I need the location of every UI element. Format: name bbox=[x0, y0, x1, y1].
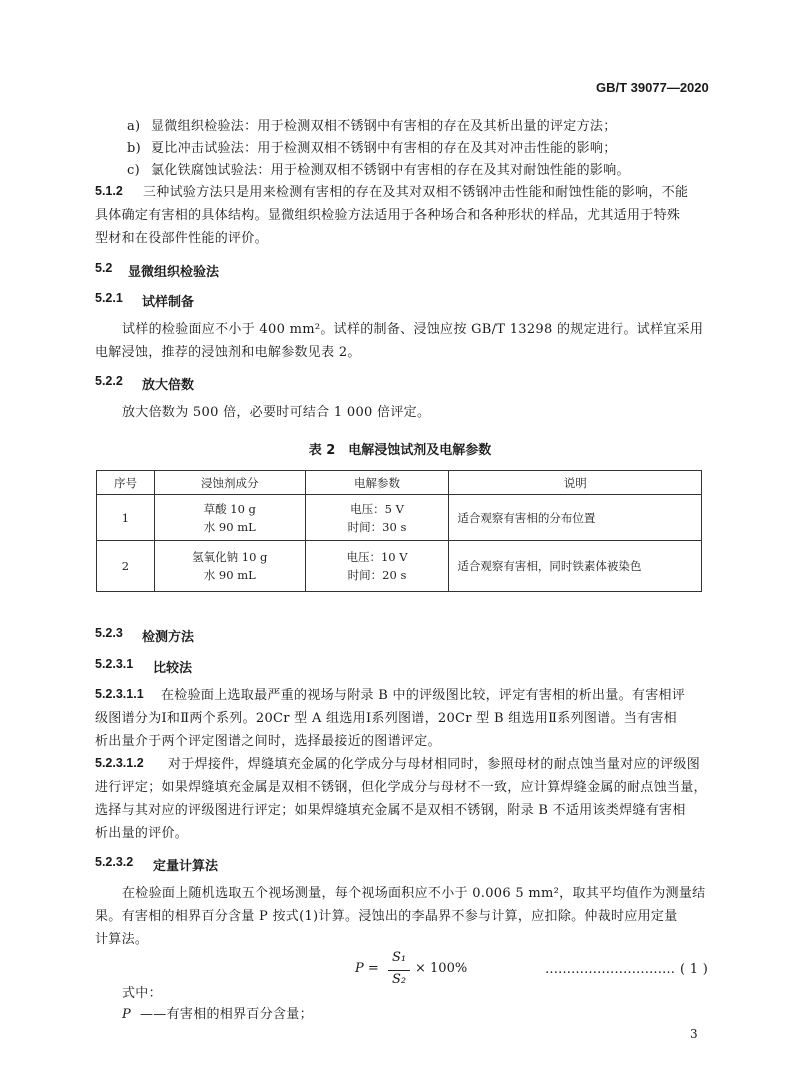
formula-fraction-bar bbox=[388, 970, 410, 971]
table-row bbox=[97, 541, 702, 592]
section-5-2-1-line1: 试样的检验面应不小于 400 mm²。试样的制备、浸蚀应按 GB/T 13298 的规定进行。试样宜采用 bbox=[122, 322, 704, 337]
table-cell-param bbox=[305, 541, 449, 592]
section-5-1-2-number: 5.1.2 bbox=[95, 184, 123, 198]
formula-denominator: S₂ bbox=[391, 972, 407, 987]
page-number: 3 bbox=[690, 1027, 698, 1041]
table-header-row bbox=[97, 471, 702, 495]
section-5-2-2-text: 放大倍数为 500 倍，必要时可结合 1 000 倍评定。 bbox=[122, 405, 431, 420]
list-item-c: 氯化铁腐蚀试验法：用于检测双相不锈钢中有害相的存在及其对耐蚀性能的影响。 bbox=[151, 163, 630, 178]
section-5-2-number: 5.2 bbox=[95, 261, 113, 275]
section-5-1-2-line2: 具体确定有害相的具体结构。显微组织检验方法适用于各种场合和各种形状的样品，尤其适用于特殊 bbox=[95, 208, 681, 223]
section-5-2-3-1-2-line2: 进行评定；如果焊缝填充金属是双相不锈钢，但化学成分与母材不一致，应计算焊缝金属的耐点蚀当量， bbox=[95, 780, 707, 795]
section-5-2-3-1-1-number: 5.2.3.1.1 bbox=[95, 687, 144, 701]
table-cell-note: 适合观察有害相，同时铁素体被染色 bbox=[449, 541, 702, 592]
formula-equation-number: ( 1 ) bbox=[680, 962, 709, 977]
section-5-1-2-line1: 三种试验方法只是用来检测有害相的存在及其对双相不锈钢冲击性能和耐蚀性能的影响，不能 bbox=[143, 185, 689, 200]
section-5-2-3-2-line3: 计算法。 bbox=[95, 932, 149, 947]
section-5-2-1-title: 试样制备 bbox=[142, 295, 195, 310]
reagent-line: 水 90 mL bbox=[203, 519, 256, 534]
section-5-2-3-1-number: 5.2.3.1 bbox=[95, 657, 134, 671]
list-item-a: 显微组织检验法：用于检测双相不锈钢中有害相的存在及其析出量的评定方法； bbox=[151, 119, 617, 134]
section-5-2-1-line2: 电解浸蚀，推荐的浸蚀剂和电解参数见表 2。 bbox=[95, 345, 361, 360]
table-header-cell: 说明 bbox=[449, 471, 702, 495]
section-5-2-3-1-1-line3: 析出量介于两个评定图谱之间时，选择最接近的图谱评定。 bbox=[95, 734, 441, 749]
formula-leader-dots: ………………………… bbox=[545, 962, 675, 977]
where-symbol-desc: ——有害相的相界百分含量； bbox=[140, 1007, 313, 1022]
list-item-a-marker: a) bbox=[127, 119, 141, 134]
section-5-2-3-1-2-line4: 析出量的评价。 bbox=[95, 826, 189, 841]
formula-lhs: P = bbox=[355, 961, 379, 976]
table-header-cell: 序号 bbox=[97, 471, 155, 495]
section-5-2-2-number: 5.2.2 bbox=[95, 374, 123, 388]
table-2 bbox=[96, 470, 702, 592]
reagent-line: 草酸 10 g bbox=[203, 501, 256, 516]
table-cell-no: 1 bbox=[97, 495, 155, 541]
section-5-2-3-number: 5.2.3 bbox=[95, 626, 123, 640]
formula-rhs: × 100% bbox=[415, 961, 468, 976]
section-5-2-1-number: 5.2.1 bbox=[95, 291, 123, 305]
table-cell-reagent bbox=[154, 541, 305, 592]
param-line: 时间：30 s bbox=[347, 519, 407, 534]
reagent-line: 水 90 mL bbox=[203, 568, 256, 582]
formula-numerator: S₁ bbox=[391, 950, 407, 965]
section-5-2-3-1-1-line2: 级图谱分为Ⅰ和Ⅱ两个系列。20Cr 型 A 组选用Ⅰ系列图谱，20Cr 型 B 组选用Ⅱ系列图谱。当有害相 bbox=[95, 711, 677, 726]
table-cell-note: 适合观察有害相的分布位置 bbox=[449, 495, 702, 541]
where-label: 式中： bbox=[122, 986, 162, 1001]
section-5-2-3-2-line2: 果。有害相的相界百分含量 P 按式(1)计算。浸蚀出的李晶界不参与计算，应扣除。仲裁时应用定量 bbox=[95, 909, 678, 924]
section-5-2-3-1-2-number: 5.2.3.1.2 bbox=[95, 756, 144, 770]
list-item-b: 夏比冲击试验法：用于检测双相不锈钢中有害相的存在及其对冲击性能的影响； bbox=[151, 141, 617, 156]
table-cell-reagent bbox=[154, 495, 305, 541]
where-symbol-p: P bbox=[122, 1007, 132, 1022]
section-5-2-3-title: 检测方法 bbox=[142, 630, 195, 645]
table-cell-no: 2 bbox=[97, 541, 155, 592]
table-2-caption: 表 2 电解浸蚀试剂及电解参数 bbox=[308, 443, 492, 458]
reagent-line: 氢氧化钠 10 g bbox=[192, 550, 268, 564]
section-5-2-2-title: 放大倍数 bbox=[142, 378, 195, 393]
section-5-2-title: 显微组织检验法 bbox=[128, 265, 220, 280]
standard-number: GB/T 39077—2020 bbox=[596, 80, 709, 95]
list-item-b-marker: b) bbox=[127, 141, 141, 156]
param-line: 时间：20 s bbox=[347, 568, 407, 582]
section-5-2-3-1-title: 比较法 bbox=[153, 661, 193, 676]
table-header-cell: 浸蚀剂成分 bbox=[154, 471, 305, 495]
section-5-2-3-1-2-line1: 对于焊接件，焊缝填充金属的化学成分与母材相同时，参照母材的耐点蚀当量对应的评级图 bbox=[168, 757, 701, 772]
section-5-2-3-2-number: 5.2.3.2 bbox=[95, 855, 134, 869]
param-line: 电压：10 V bbox=[346, 550, 408, 564]
section-5-2-3-2-line1: 在检验面上随机选取五个视场测量，每个视场面积应不小于 0.006 5 mm²，取其平均值作为测量结 bbox=[122, 886, 706, 901]
param-line: 电压：5 V bbox=[350, 501, 404, 516]
section-5-2-3-1-1-line1: 在检验面上选取最严重的视场与附录 B 中的评级图比较，评定有害相的析出量。有害相评 bbox=[161, 688, 686, 703]
section-5-2-3-2-title: 定量计算法 bbox=[153, 859, 219, 874]
table-cell-param bbox=[305, 495, 449, 541]
table-row bbox=[97, 495, 702, 541]
table-header-cell: 电解参数 bbox=[305, 471, 449, 495]
list-item-c-marker: c) bbox=[127, 163, 140, 178]
section-5-1-2-line3: 型材和在役部件性能的评价。 bbox=[95, 231, 268, 246]
section-5-2-3-1-2-line3: 选择与其对应的评级图进行评定；如果焊缝填充金属不是双相不锈钢，附录 B 不适用该类焊缝有害相 bbox=[95, 803, 686, 818]
